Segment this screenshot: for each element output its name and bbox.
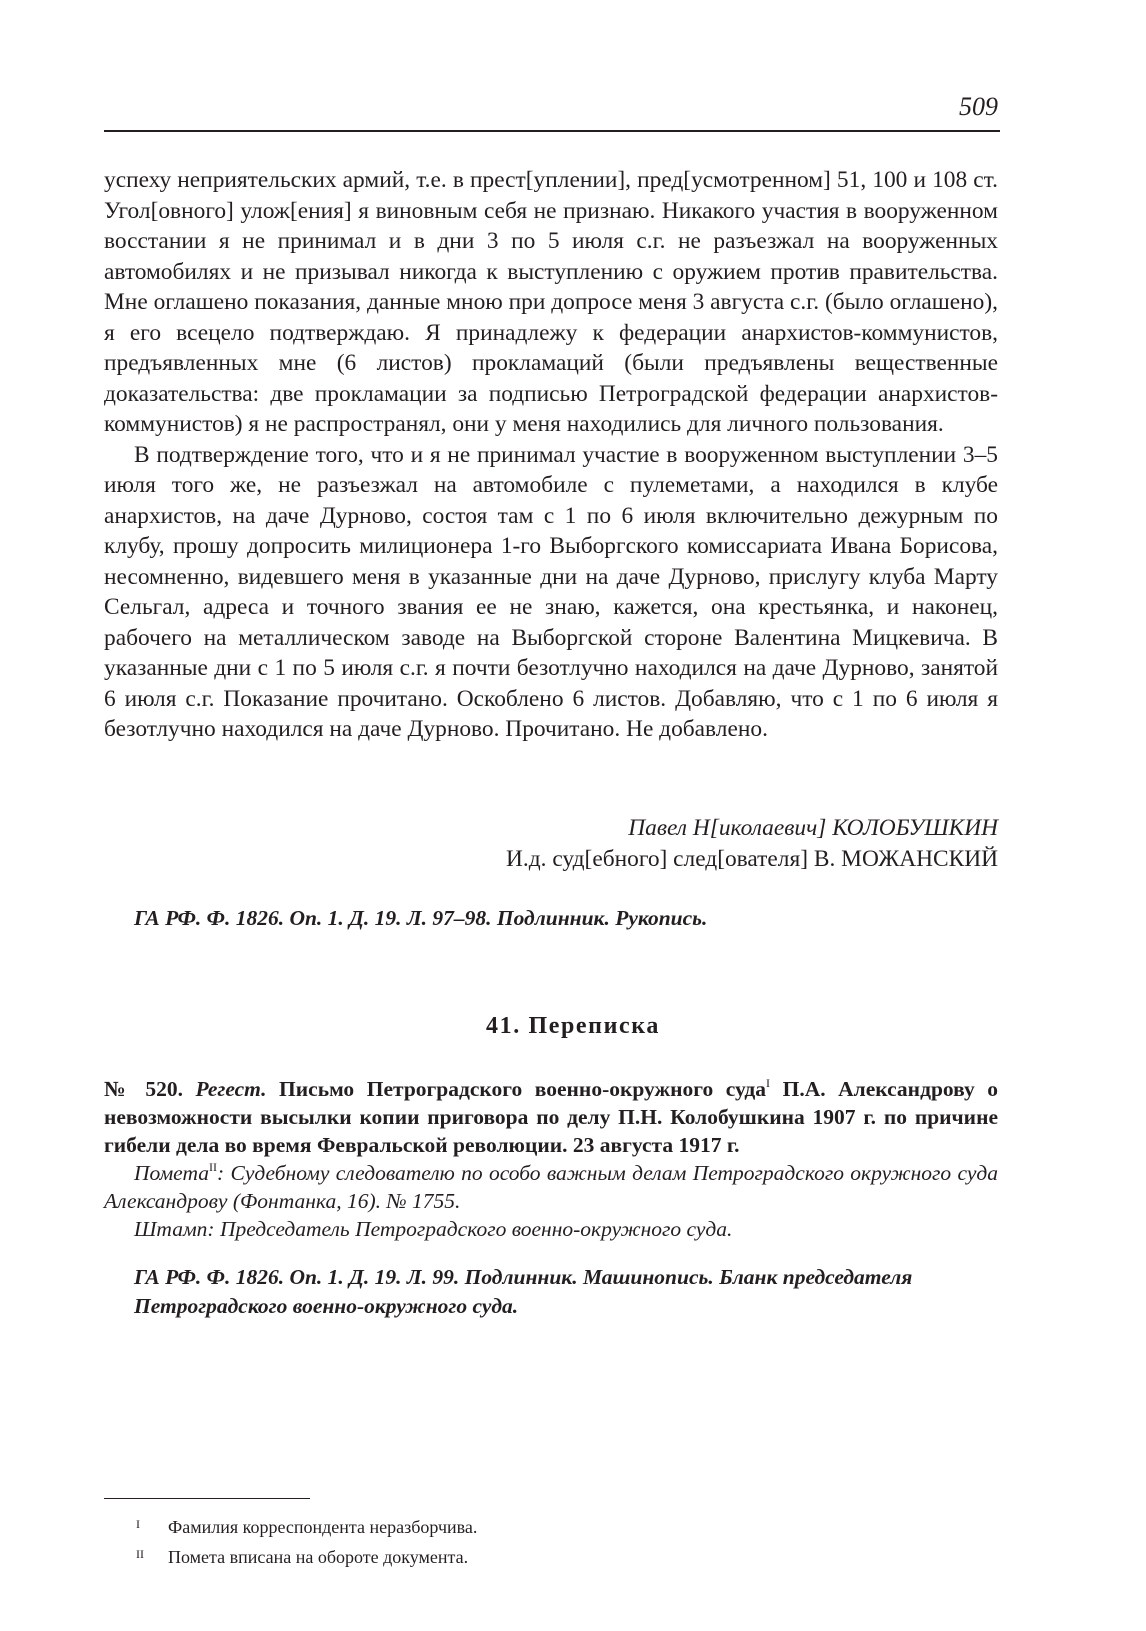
archive-reference: ГА РФ. Ф. 1826. Оп. 1. Д. 19. Л. 99. Подлинник. Машинопись. Бланк председателя Петроградского военно-окружного суда. [134,1265,913,1318]
document-type-label: Регест. [195,1077,267,1101]
signature-kolobushkin: Павел Н[иколаевич] КОЛОБУШКИН [628,815,998,841]
footnote [136,1542,996,1572]
testimony-paragraph-2: В подтверждение того, что и я не принимал участие в вооруженном выступлении 3–5 июля того же, не разъезжал на автомобиле с пулеметами, а находился в клубе анархистов, на даче Дурново, состоя там с 1 по 6 июля включительно дежурным по клубу, прошу допросить милиционера 1-го Выборгского комиссариата Ивана Борисова, несомненно, видевшего меня в указанные дни на даче Дурново, прислугу клуба Марту Сельгал, адреса и точного звания ее не знаю, кажется, она крестьянка, и наконец, рабочего на металлическом заводе на Выборгской стороне Валентина Мицкевича. В указанные дни с 1 по 5 июля с.г. я почти безотлучно находился на даче Дурново, занятой 6 июля с.г. Показание прочитано. Оскоблено 6 листов. Добавляю, что с 1 по 6 июля я безотлучно находился на даче Дурново. Прочитано. Не добавлено. [104,441,998,742]
document-summary [104,1075,998,1159]
footnote-ref-1[interactable]: I [766,1076,771,1090]
footnote-rule [104,1498,310,1499]
page-number: 509 [959,92,998,121]
document-note [104,1159,998,1215]
testimony-text [104,165,998,745]
footnote-mark: II [136,1547,144,1561]
document-summary-continued: П.А. Александрову о невозможности высылки копии приговора по делу П.Н. Колобушкина 1907 г. по причине гибели дела во время Февральской революции. 23 августа 1917 г. [104,1077,999,1157]
footnote [136,1512,996,1542]
archive-reference: ГА РФ. Ф. 1826. Оп. 1. Д. 19. Л. 97–98. Подлинник. Рукопись. [134,906,708,930]
signature-block [506,813,998,875]
document-stamp: Штамп: Председатель Петроградского военно-окружного суда. [134,1217,733,1241]
footnote-text: Помета вписана на обороте документа. [168,1547,469,1567]
signature-mozhansky: И.д. суд[ебного] след[ователя] В. МОЖАНСКИЙ [506,846,998,872]
testimony-paragraph-1: успеху неприятельских армий, т.е. в прест[уплении], пред[усмотренном] 51, 100 и 108 ст. Угол[овного] улож[ения] я виновным себя не признаю. Никакого участия в вооруженном восстании я не принимал и в дни 3 по 5 июля с.г. не разъезжал на вооруженных автомобилях и не призывал никогда к выступлению с оружием против правительства. Мне оглашено показания, данные мною при допросе меня 3 августа с.г. (было оглашено), я его всецело подтверждаю. Я принадлежу к федерации анархистов-коммунистов, предъявленных мне (6 листов) прокламаций (были предъявлены вещественные доказательства: две прокламации за подписью Петроградской федерации анархистов-коммунистов) я не распространял, они у меня находились для личного пользования. [104,167,998,437]
footnotes [136,1512,996,1572]
header-rule [104,130,1000,132]
document-summary-text: Письмо Петроградского военно-окружного суда [279,1077,767,1101]
footnote-ref-2[interactable]: II [208,1160,217,1174]
section-title: 41. Переписка [486,1013,660,1039]
document-entry [104,1075,998,1243]
note-text: : Судебному следователю по особо важным делам Петроградского окружного суда Александрову (Фонтанка, 16). № 1755. [104,1161,998,1213]
footnote-text: Фамилия корреспондента неразборчива. [168,1517,478,1537]
document-number: № 520. [104,1077,183,1101]
footnote-mark: I [136,1517,140,1531]
note-label: Помета [134,1161,209,1185]
